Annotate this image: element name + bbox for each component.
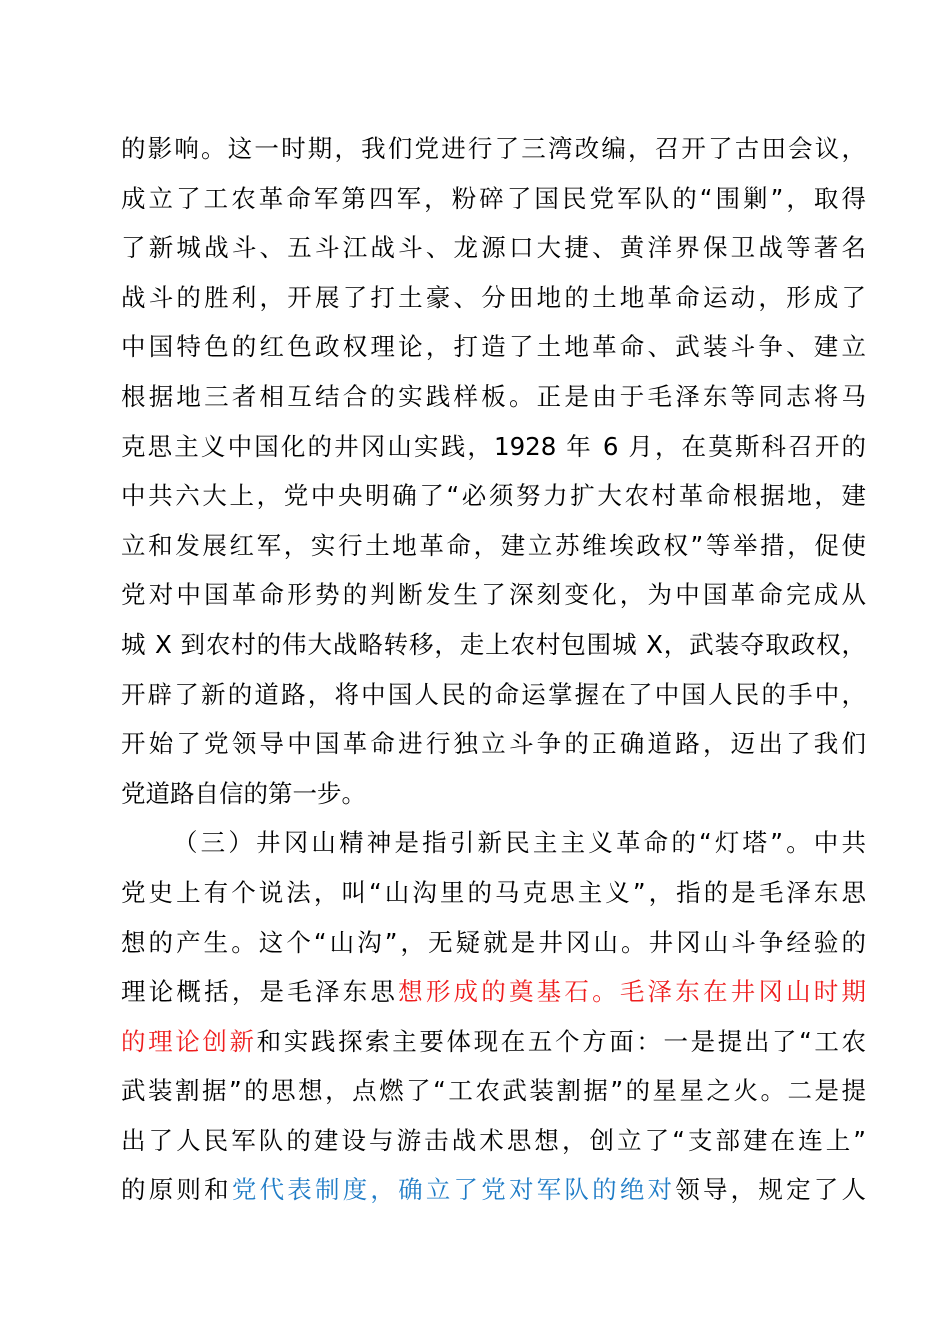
text-line: 克思主义中国化的井冈山实践，1928 年 6 月，在莫斯科召开的 — [121, 431, 866, 461]
text-line — [121, 1017, 866, 1067]
text-line: 中国特色的红色政权理论，打造了土地革命、武装斗争、建立 — [121, 332, 866, 362]
text-line: 中共六大上，党中央明确了“必须努力扩大农村革命根据地，建 — [121, 481, 866, 511]
text-line: 武装割据”的思想，点燃了“工农武装割据”的星星之火。二是提 — [121, 1076, 866, 1106]
highlight-red-span: 想形成的奠基石。毛泽东在井冈山时期 — [398, 977, 867, 1007]
text-line: 立和发展红军，实行土地革命，建立苏维埃政权”等举措，促使 — [121, 530, 866, 560]
text-line: 了新城战斗、五斗江战斗、龙源口大捷、黄洋界保卫战等著名 — [121, 233, 866, 263]
text-span: 理论概括，是毛泽东思 — [121, 977, 399, 1007]
text-line: 开辟了新的道路，将中国人民的命运掌握在了中国人民的手中， — [121, 679, 866, 709]
text-line: 出了人民军队的建设与游击战术思想，创立了“支部建在连上” — [121, 1125, 866, 1155]
text-span: 的原则和 — [121, 1175, 232, 1205]
text-line: 战斗的胜利，开展了打土豪、分田地的土地革命运动，形成了 — [121, 282, 866, 312]
text-line — [121, 1165, 866, 1215]
text-line: 党对中国革命形势的判断发生了深刻变化，为中国革命完成从 — [121, 580, 866, 610]
paragraph-2 — [121, 818, 866, 1215]
text-span: 领导，规定了人 — [675, 1175, 867, 1205]
highlight-red-span: 的理论创新 — [121, 1026, 257, 1056]
paragraph-1 — [121, 124, 866, 818]
highlight-blue-span: 党代表制度，确立了党对军队的绝对 — [231, 1175, 676, 1205]
text-line: 的影响。这一时期，我们党进行了三湾改编，召开了古田会议， — [121, 134, 866, 163]
text-line: 想的产生。这个“山沟”，无疑就是井冈山。井冈山斗争经验的 — [121, 927, 866, 957]
text-line: 党道路自信的第一步。 — [121, 778, 366, 808]
body-text — [121, 124, 866, 1215]
text-line — [121, 967, 866, 1017]
text-span: 和实践探索主要体现在五个方面：一是提出了“工农 — [256, 1026, 867, 1056]
text-line: 城 X 到农村的伟大战略转移，走上农村包围城 X，武装夺取政权， — [121, 629, 866, 659]
text-line: 根据地三者相互结合的实践样板。正是由于毛泽东等同志将马 — [121, 381, 866, 411]
text-line: 成立了工农革命军第四军，粉碎了国民党军队的“围剿”，取得 — [121, 183, 866, 213]
text-line: 开始了党领导中国革命进行独立斗争的正确道路，迈出了我们 — [121, 729, 866, 759]
text-line: 党史上有个说法，叫“山沟里的马克思主义”，指的是毛泽东思 — [121, 877, 866, 907]
section-heading-line: （三）井冈山精神是指引新民主主义革命的“灯塔”。中共 — [173, 828, 866, 858]
